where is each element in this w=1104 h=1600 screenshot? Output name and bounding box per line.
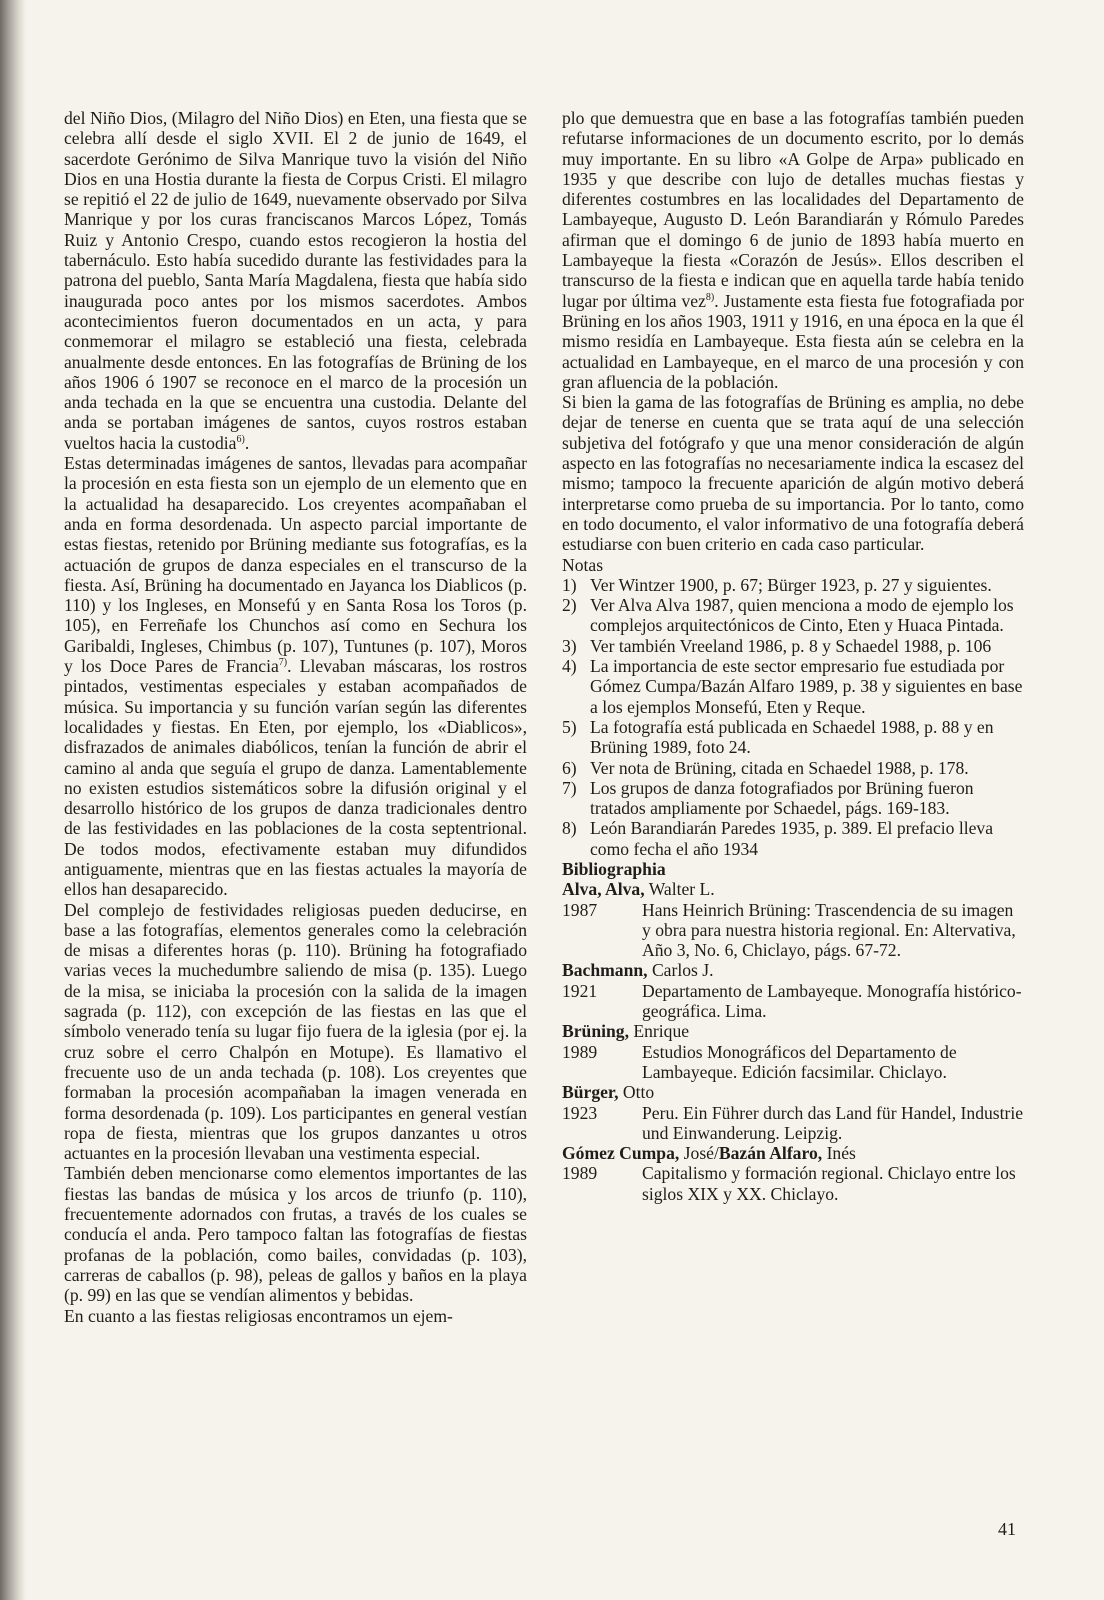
note-item bbox=[562, 636, 1024, 656]
note-text: La fotografía está publicada en Schaedel 1988, p. 88 y en Brüning 1989, foto 24. bbox=[590, 716, 994, 758]
note-text: Ver Wintzer 1900, p. 67; Bürger 1923, p. 27 y siguientes. bbox=[590, 574, 992, 595]
footnote-ref: 7) bbox=[278, 657, 288, 669]
reference-year: 1921 bbox=[562, 980, 598, 1001]
note-text: Ver también Vreeland 1986, p. 8 y Schaedel 1988, p. 106 bbox=[590, 635, 992, 656]
text-run: plo que demuestra que en base a las fotografías también pueden refutarse informaciones de un documento escrito, por lo demás muy importante. En su libro «A Golpe de Arpa» publicado en 1935 y que describe con lujo de detalles muchas fiestas y diferentes costumbres en las localidades del Departamento de Lambayeque, Augusto D. León Barandiarán y Rómulo Paredes afirman que el domingo 6 de junio de 1893 había muerto en Lambayeque la fiesta «Corazón de Jesús». Ellos describen el transcurso de la fiesta e indican que en aquella tarde había tenido lugar por última vez bbox=[562, 108, 1024, 311]
author-surname: Brüning, bbox=[562, 1021, 629, 1042]
notes-heading: Notas bbox=[562, 554, 604, 575]
reference-year: 1923 bbox=[562, 1102, 598, 1123]
paragraph bbox=[64, 108, 527, 453]
author-given-name: Carlos J. bbox=[647, 960, 714, 981]
text-run: Del complejo de festividades religiosas pueden deducirse, en base a las fotografías, elementos generales como la celebración de misas a diferentes horas (p. 110). Brüning ha fotografiado varias veces la muchedumbre saliendo de misa (p. 135). Luego de la misa, se iniciaba la procesión con la salida de la imagen sagrada (p. 112), con excepción de las fiestas en las que el símbolo venerado tenía su lugar fijo fuera de la iglesia (por ej. la cruz sobre el cerro Chalpón en Motupe). Es llamativo el frecuente uso de un anda techada (p. 108). Los creyentes que formaban la procesión acompañaban la imagen venerada en forma desordenada (p. 109). Los participantes en general vestían ropa de fiesta, mientras que los grupos danzantes u otros actuantes en la procesión llevaban una vestimenta especial. bbox=[64, 899, 527, 1164]
author-given-name: Enrique bbox=[628, 1021, 690, 1042]
note-number: 5) bbox=[562, 716, 577, 737]
bibliography-list bbox=[562, 879, 1024, 1204]
bibliography-reference bbox=[562, 1103, 1024, 1144]
bibliography-reference bbox=[562, 1163, 1024, 1204]
author-surname: Bürger, bbox=[562, 1082, 619, 1103]
note-text: Ver Alva Alva 1987, quien menciona a modo de ejemplo los complejos arquitectónicos de Cinto, Eten y Huaca Pintada. bbox=[590, 595, 1014, 636]
note-number: 3) bbox=[562, 635, 577, 656]
bibliography-author bbox=[562, 879, 1024, 899]
bibliography-reference bbox=[562, 900, 1024, 961]
reference-title: Capitalismo y formación regional. Chiclayo entre los siglos XIX y XX. Chiclayo. bbox=[642, 1163, 1016, 1204]
text-run: . bbox=[244, 432, 250, 453]
paragraph bbox=[64, 900, 527, 1164]
note-text: León Barandiarán Paredes 1935, p. 389. El prefacio lleva como fecha el año 1934 bbox=[590, 818, 994, 859]
note-number: 7) bbox=[562, 777, 577, 798]
reference-year: 1989 bbox=[562, 1163, 598, 1184]
bibliography-author bbox=[562, 960, 1024, 980]
note-item bbox=[562, 758, 1024, 778]
paragraph bbox=[64, 453, 527, 900]
note-number: 2) bbox=[562, 595, 577, 616]
book-spine-shadow bbox=[0, 0, 26, 1600]
text-run: del Niño Dios, (Milagro del Niño Dios) en Eten, una fiesta que se celebra allí desde el siglo XVII. El 2 de junio de 1649, el sacerdote Gerónimo de Silva Manrique tuvo la visión del Niño Dios en una Hostia durante la fiesta de Corpus Cristi. El milagro se repitió el 22 de julio de 1649, nuevamente observado por Silva Manrique y por los curas franciscanos Marcos López, Tomás Ruiz y Antonio Crespo, cuando estos recogieron la hostia del tabernáculo. Esto había sucedido durante las festividades para la patrona del pueblo, Santa María Magdalena, fiesta que había sido inaugurada poco antes por los mismos sacerdotes. Ambos acontecimientos fueron documentados en un acta, y para conmemorar el milagro se estableció una fiesta, celebrada anualmente desde entonces. En las fotografías de Brüning de los años 1906 ó 1907 se reconoce en el marco de la procesión un anda techada en la que se encuentra una custodia. Delante del anda se portaban imágenes de santos, cuyos rostros estaban vueltos hacia la custodia bbox=[64, 108, 527, 453]
page-number: 41 bbox=[998, 1519, 1016, 1539]
text-run: . Llevaban máscaras, los rostros pintados, vestimentas especiales y estaban acompañados de música. Su importancia y su función varían según las diferentes localidades y fiestas. En Eten, por ejemplo, los «Diablicos», disfrazados de animales diabólicos, tenían la función de abrir el camino al anda que seguía el grupo de danza. Lamentablemente no existen estudios sistemáticos sobre la difusión original y el desarrollo histórico de los grupos de danza tradicionales dentro de las festividades en las poblaciones de la costa septentrional. De todos modos, efectivamente estaban muy difundidos antiguamente, mientras que en las fiestas actuales la mayoría de ellos han desaparecido. bbox=[64, 656, 527, 900]
right-column-body bbox=[562, 108, 1024, 555]
reference-title: Peru. Ein Führer durch das Land für Handel, Industrie und Einwanderung. Leipzig. bbox=[642, 1102, 1024, 1143]
note-number: 4) bbox=[562, 656, 577, 677]
author-given-name: Walter L. bbox=[644, 879, 715, 900]
reference-year: 1987 bbox=[562, 899, 598, 920]
paragraph bbox=[64, 1306, 527, 1326]
author-surname: Bazán Alfaro, bbox=[718, 1143, 823, 1164]
bibliography-reference bbox=[562, 1042, 1024, 1083]
bibliography-author bbox=[562, 1143, 1024, 1163]
left-column bbox=[64, 108, 527, 1326]
bibliography-heading: Bibliographia bbox=[562, 858, 666, 879]
paragraph bbox=[64, 1163, 527, 1305]
footnote-ref: 8) bbox=[705, 291, 715, 303]
note-item bbox=[562, 575, 1024, 595]
author-given-name: Inés bbox=[822, 1143, 856, 1164]
note-text: Los grupos de danza fotografiados por Brüning fueron tratados ampliamente por Schaedel, págs. 169-183. bbox=[590, 777, 974, 819]
bibliography-author bbox=[562, 1021, 1024, 1041]
note-item bbox=[562, 818, 1024, 859]
note-text: Ver nota de Brüning, citada en Schaedel 1988, p. 178. bbox=[590, 757, 969, 778]
text-run: . Justamente esta fiesta fue fotografiada por Brüning en los años 1903, 1911 y 1916, en una época en la que él mismo residía en Lambayeque. Esta fiesta aún se celebra en la actualidad en Lambayeque, en el marco de una procesión y con gran afluencia de la población. bbox=[562, 290, 1024, 392]
text-run: Si bien la gama de las fotografías de Brüning es amplia, no debe dejar de tenerse en cuenta que se trata aquí de una selección subjetiva del fotógrafo y que una menor consideración de algún aspecto en las fotografías no necesariamente indica la escasez del mismo; tampoco la frecuente aparición de algún motivo deberá interpretarse como prueba de su importancia. Por lo tanto, como en todo documento, el valor informativo de una fotografía deberá estudiarse con buen criterio en cada caso particular. bbox=[562, 392, 1024, 555]
reference-year: 1989 bbox=[562, 1041, 598, 1062]
note-number: 1) bbox=[562, 574, 577, 595]
bibliography-author bbox=[562, 1082, 1024, 1102]
note-item bbox=[562, 717, 1024, 758]
author-surname: Gómez Cumpa, bbox=[562, 1143, 680, 1164]
paragraph bbox=[562, 108, 1024, 392]
footnote-ref: 6) bbox=[236, 433, 245, 445]
note-number: 8) bbox=[562, 818, 577, 839]
author-given-name: Otto bbox=[618, 1082, 655, 1103]
author-given-name: José/ bbox=[679, 1143, 719, 1164]
bibliography-reference bbox=[562, 981, 1024, 1022]
reference-title: Departamento de Lambayeque. Monografía histórico-geográfica. Lima. bbox=[642, 980, 1022, 1022]
right-column bbox=[562, 108, 1024, 1204]
note-number: 6) bbox=[562, 757, 577, 778]
reference-title: Estudios Monográficos del Departamento de Lambayeque. Edición facsimilar. Chiclayo. bbox=[642, 1041, 957, 1082]
author-surname: Bachmann, bbox=[562, 960, 648, 981]
text-run: También deben mencionarse como elementos importantes de las fiestas las bandas de música y los arcos de triunfo (p. 110), frecuentemente adornados con frutas, a través de los cuales se conducía el anda. Pero tampoco faltan las fotografías de fiestas profanas de la población, como bailes, convidadas (p. 103), carreras de caballos (p. 98), peleas de gallos y baños en la playa (p. 99) en las que se vendían alimentos y bebidas. bbox=[64, 1163, 527, 1306]
reference-title: Hans Heinrich Brüning: Trascendencia de su imagen y obra para nuestra historia regional. En: Altervativa, Año 3, No. 6, Chiclayo, págs. 67-72. bbox=[642, 899, 1016, 961]
note-item bbox=[562, 595, 1024, 636]
author-surname: Alva, Alva, bbox=[562, 879, 645, 900]
paragraph bbox=[562, 392, 1024, 554]
text-run: Estas determinadas imágenes de santos, llevadas para acompañar la procesión en esta fiesta son un ejemplo de un elemento que en la actualidad ha desaparecido. Los creyentes acompañaban el anda en forma desordenada. Un aspecto parcial importante de estas fiestas, retenido por Brüning mediante sus fotografías, es la actuación de grupos de danza especiales en el transcurso de la fiesta. Así, Brüning ha documentado en Jayanca los Diablicos (p. 110) y los Ingleses, en Monsefú y en Santa Rosa los Toros (p. 105), en Ferreñafe los Chunchos así como en Sechura los Garibaldi, Ingleses, Chimbus (p. 107), Tuntunes (p. 107), Moros y los Doce Pares de Francia bbox=[64, 453, 527, 677]
notes-list bbox=[562, 575, 1024, 859]
text-run: En cuanto a las fiestas religiosas encontramos un ejem- bbox=[64, 1305, 453, 1326]
note-item bbox=[562, 656, 1024, 717]
note-text: La importancia de este sector empresario fue estudiada por Gómez Cumpa/Bazán Alfaro 1989, p. 38 y siguientes en base a los ejemplos Monsefú, Eten y Reque. bbox=[590, 656, 1023, 717]
note-item bbox=[562, 778, 1024, 819]
